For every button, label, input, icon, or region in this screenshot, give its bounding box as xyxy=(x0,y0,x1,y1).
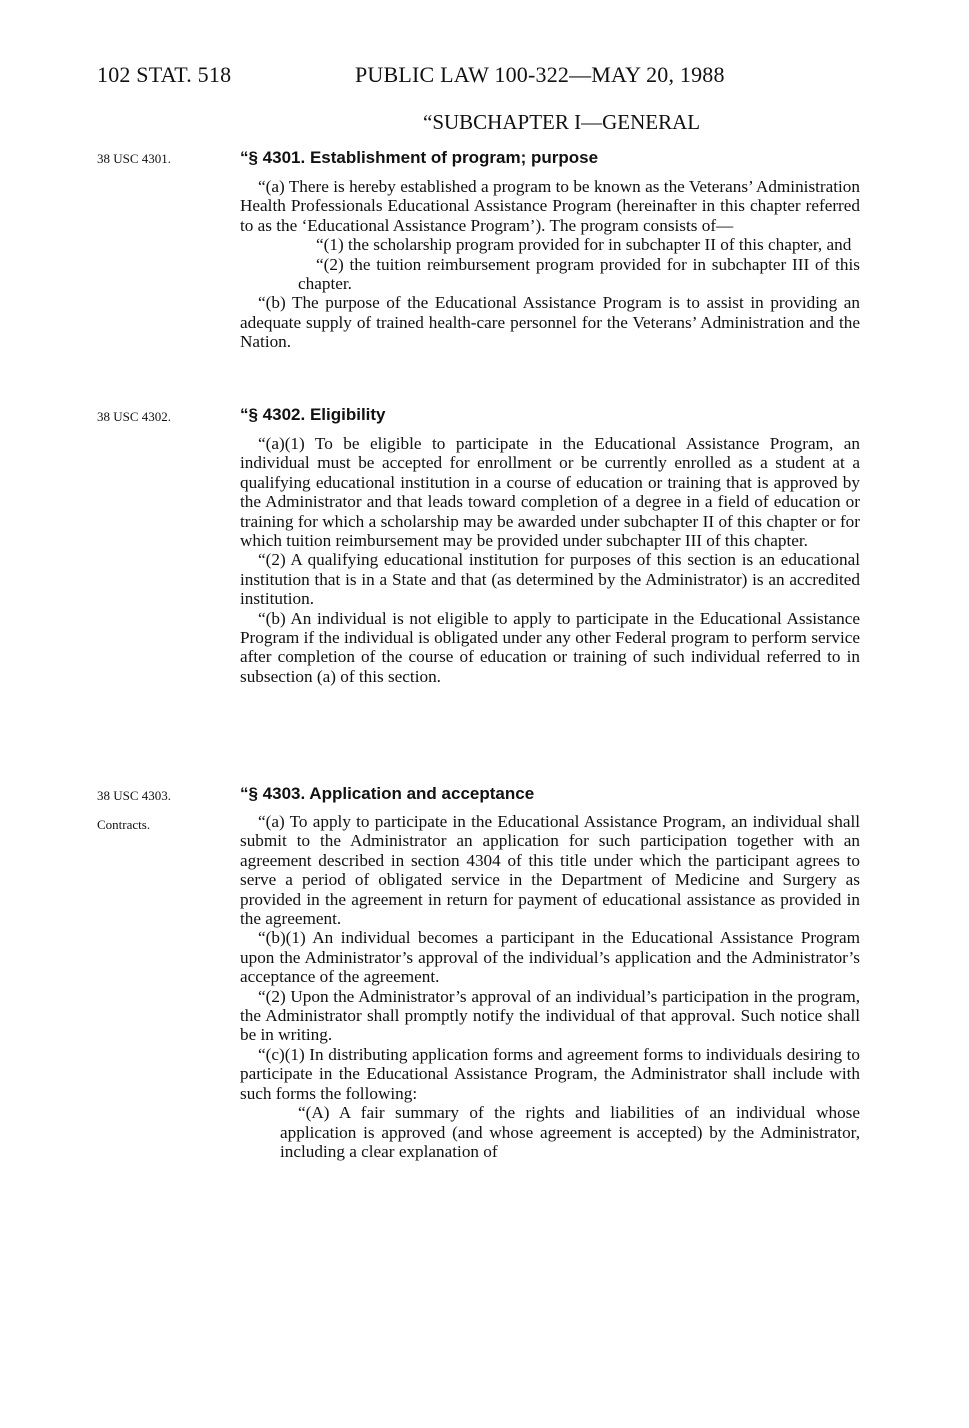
section-4302-para-a2: “(2) A qualifying educational institution for purposes of this section is an educational institution that is in a State and that (as determined by the Administrator) is an accredited institution. xyxy=(240,550,860,609)
section-4303-para-b2: “(2) Upon the Administrator’s approval of an individual’s participation in the program, the Administrator shall promptly notify the individual of that approval. Such notice shall be in writing. xyxy=(240,986,860,1045)
section-4302-body xyxy=(240,434,860,686)
section-4303-heading: “§ 4303. Application and acceptance xyxy=(240,784,535,803)
section-4303-para-b1: “(b)(1) An individual becomes a participant in the Educational Assistance Program upon the Administrator’s approval of the individual’s application and the Administrator’s acceptance of the agreement. xyxy=(240,928,860,987)
margin-note-4301: 38 USC 4301. xyxy=(97,151,172,166)
margin-note-contracts: Contracts. xyxy=(97,817,151,832)
section-4303-para-c1A: “(A) A fair summary of the rights and liabilities of an individual whose application is approved (and whose agreement is accepted) by the Administrator, including a clear explanation of xyxy=(280,1103,860,1161)
margin-note-4303: 38 USC 4303. xyxy=(97,788,172,803)
section-4302-heading: “§ 4302. Eligibility xyxy=(240,405,386,424)
section-4301-para-1: “(1) the scholarship program provided for in subchapter II of this chapter, and xyxy=(316,235,852,255)
running-header-title: PUBLIC LAW 100-322—MAY 20, 1988 xyxy=(355,62,725,87)
section-4301-body xyxy=(240,177,860,352)
section-4302-para-a1: “(a)(1) To be eligible to participate in the Educational Assistance Program, an individual must be accepted for enrollment or be currently enrolled as a student at a qualifying educational institution in a course of education or training that is approved by the Administrator and that leads toward completion of a degree in a field of education or training for which a scholarship may be awarded under subchapter II of this chapter or for which tuition reimbursement may be provided under subchapter III of this chapter. xyxy=(240,434,860,551)
section-4303-body xyxy=(240,812,860,1161)
section-4301-para-a: “(a) There is hereby established a program to be known as the Veterans’ Administration Health Professionals Educational Assistance Program (hereinafter in this chapter referred to as the ‘Educational Assistance Program’). The program consists of— xyxy=(240,177,860,235)
section-4301-para-b: “(b) The purpose of the Educational Assistance Program is to assist in providing an adequate supply of trained health-care personnel for the Veterans’ Administration and the Nation. xyxy=(240,293,860,352)
margin-note-4302: 38 USC 4302. xyxy=(97,409,172,424)
section-4303-para-a: “(a) To apply to participate in the Educational Assistance Program, an individual shall submit to the Administrator an application for such participation together with an agreement described in section 4304 of this title under which the participant agrees to serve a period of obligated service in the Department of Medicine and Surgery as provided in the agreement in return for payment of educational assistance as provided in the agreement. xyxy=(240,812,860,929)
section-4301-heading: “§ 4301. Establishment of program; purpose xyxy=(240,148,599,167)
section-4303-para-c1: “(c)(1) In distributing application forms and agreement forms to individuals desiring to participate in the Educational Assistance Program, the Administrator shall include with such forms the following: xyxy=(240,1044,860,1103)
page-stat-citation: 102 STAT. 518 xyxy=(97,62,232,87)
section-4302-para-b: “(b) An individual is not eligible to apply to participate in the Educational Assistance Program if the individual is obligated under any other Federal program to perform service after completion of the course of education or training of such individual referred to in subsection (a) of this section. xyxy=(240,608,860,686)
subchapter-heading: “SUBCHAPTER I—GENERAL xyxy=(423,110,701,134)
section-4301-para-2: “(2) the tuition reimbursement program provided for in subchapter III of this chapter. xyxy=(298,254,860,294)
